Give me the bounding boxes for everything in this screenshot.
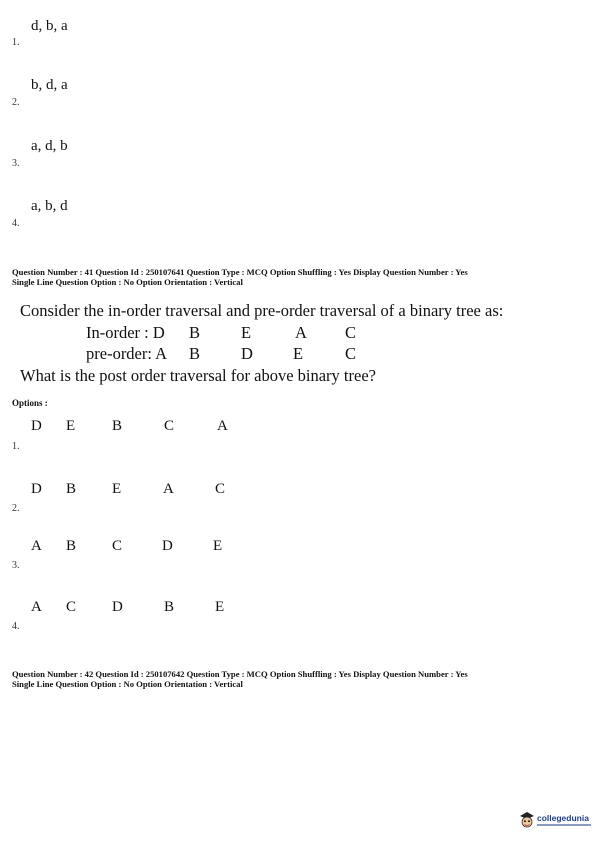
q41-option-1-letter: B: [112, 418, 123, 434]
prev-option-2-number: 2.: [12, 97, 20, 108]
collegedunia-logo: [519, 810, 593, 832]
q41-option-4-letter: C: [66, 599, 77, 615]
q41-option-1-letter: C: [164, 418, 175, 434]
question-41-meta-line-2: Single Line Question Option : No Option Orientation : Vertical: [12, 277, 243, 287]
q41-option-4-letter: D: [112, 599, 123, 615]
prev-option-1-text: d, b, a: [31, 18, 68, 34]
prev-option-3-number: 3.: [12, 158, 20, 169]
prev-option-1-number: 1.: [12, 37, 20, 48]
q41-option-2[interactable]: [0, 481, 595, 501]
logo-tagline-bar: [537, 824, 591, 826]
q41-option-2-letter: C: [215, 481, 226, 497]
q41-option-1-number: 1.: [12, 441, 20, 452]
q41-option-4-number: 4.: [12, 621, 20, 632]
q41-option-3-letter: B: [66, 538, 77, 554]
q41-option-2-letter: E: [112, 481, 122, 497]
question-42-meta-line-2: Single Line Question Option : No Option Orientation : Vertical: [12, 679, 243, 689]
options-label: Options :: [12, 398, 48, 408]
inorder-node-b: B: [189, 323, 201, 342]
q41-option-1-letter: A: [217, 418, 228, 434]
graduate-mascot-icon: [519, 811, 535, 829]
prev-option-2-text: b, d, a: [31, 77, 68, 93]
question-41-intro: Consider the in-order traversal and pre-order traversal of a binary tree as:: [20, 301, 504, 320]
preorder-node-d: D: [241, 344, 253, 363]
q41-option-3-letter: E: [213, 538, 223, 554]
preorder-node-b: B: [189, 344, 201, 363]
q41-option-1[interactable]: [0, 418, 595, 438]
logo-text: collegedunia: [537, 813, 589, 823]
q41-option-2-letter: B: [66, 481, 77, 497]
inorder-label: In-order : D: [86, 323, 165, 342]
q41-option-2-number: 2.: [12, 503, 20, 514]
q41-option-3-letter: A: [31, 538, 42, 554]
inorder-node-a: A: [295, 323, 307, 342]
q41-option-1-letter: D: [31, 418, 42, 434]
q41-option-2-letter: A: [163, 481, 174, 497]
q41-option-2-letter: D: [31, 481, 42, 497]
inorder-node-c: C: [345, 323, 357, 342]
q41-option-4-letter: A: [31, 599, 42, 615]
q41-option-4[interactable]: [0, 599, 595, 619]
inorder-node-e: E: [241, 323, 252, 342]
question-42-meta-line-1: Question Number : 42 Question Id : 250107642 Question Type : MCQ Option Shuffling : Yes Display Question Number : Yes: [12, 669, 468, 679]
preorder-label: pre-order: A: [86, 344, 168, 363]
prev-option-4-number: 4.: [12, 218, 20, 229]
prev-option-3-text: a, d, b: [31, 138, 68, 154]
q41-option-3-letter: C: [112, 538, 123, 554]
prev-option-4-text: a, b, d: [31, 198, 68, 214]
preorder-node-e: E: [293, 344, 304, 363]
q41-option-3[interactable]: [0, 538, 595, 558]
q41-option-1-letter: E: [66, 418, 76, 434]
q41-option-4-letter: E: [215, 599, 225, 615]
preorder-node-c: C: [345, 344, 357, 363]
question-41-meta-line-1: Question Number : 41 Question Id : 250107641 Question Type : MCQ Option Shuffling : Yes Display Question Number : Yes: [12, 267, 468, 277]
q41-option-4-letter: B: [164, 599, 175, 615]
q41-option-3-number: 3.: [12, 560, 20, 571]
question-41-prompt: What is the post order traversal for above binary tree?: [20, 366, 376, 385]
q41-option-3-letter: D: [162, 538, 173, 554]
